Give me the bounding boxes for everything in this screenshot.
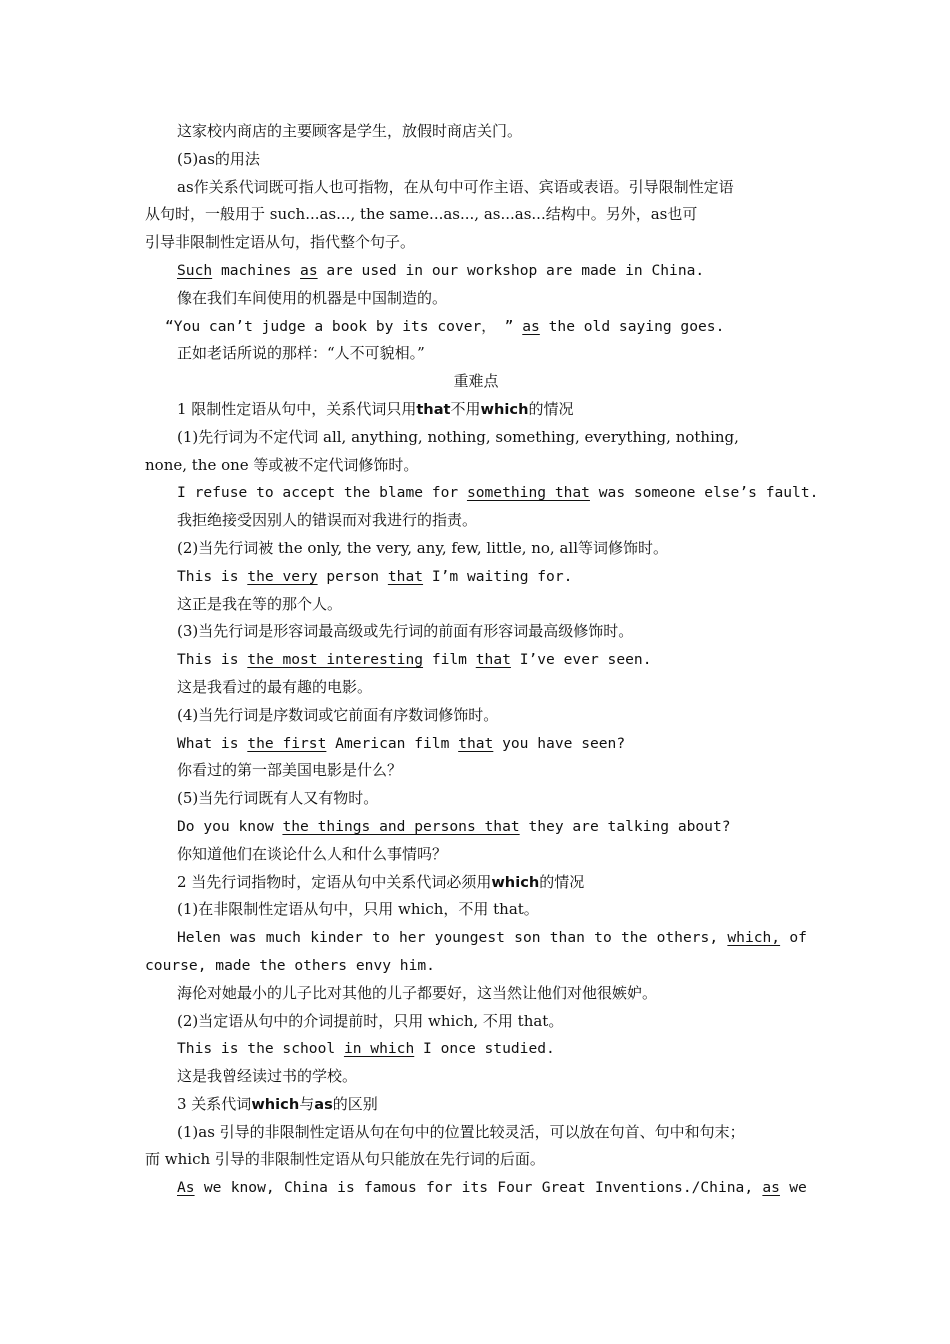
example-sentence: “You can’t judge a book by its cover， ” as the old saying goes.: [165, 317, 725, 335]
example-sentence: This is the school in which I once studied.: [177, 1040, 555, 1058]
paragraph-line: (1)在非限制性定语从句中，只用 which，不用 that。: [177, 900, 539, 919]
highlighted-word: the things and persons that: [282, 817, 520, 835]
translation-line: 海伦对她最小的儿子比对其他的儿子都要好，这当然让他们对他很嫉妒。: [177, 983, 658, 1002]
example-sentence: This is the most interesting film that I’ve ever seen.: [177, 651, 652, 669]
highlighted-word: as: [762, 1179, 780, 1197]
translation-line: 正如老话所说的那样：“人不可貌相。”: [177, 344, 425, 363]
highlighted-word: the first: [247, 734, 327, 752]
highlighted-word: which,: [727, 929, 781, 947]
highlighted-word: something that: [466, 484, 590, 502]
highlighted-word: as: [522, 317, 540, 335]
translation-line: 这正是我在等的那个人。: [177, 594, 343, 613]
example-sentence: Such machines as are used in our workshop are made in China.: [177, 261, 705, 279]
subsection-heading: 1 限制性定语从句中，关系代词只用that不用which的情况: [177, 399, 574, 418]
paragraph-line: 引导非限制性定语从句，指代整个句子。: [145, 233, 416, 252]
paragraph-line: (1)先行词为不定代词 all, anything, nothing, something, everything, nothing,: [177, 427, 739, 446]
translation-line: 你看过的第一部美国电影是什么？: [177, 761, 403, 780]
paragraph-line: (2)当定语从句中的介词提前时，只用 which, 不用 that。: [177, 1011, 564, 1030]
paragraph-line: (4)当先行词是序数词或它前面有序数词修饰时。: [177, 705, 499, 724]
example-sentence: Do you know the things and persons that they are talking about?: [177, 817, 731, 835]
paragraph-line: 而 which 引导的非限制性定语从句只能放在先行词的后面。: [145, 1150, 545, 1169]
paragraph-line: (5)当先行词既有人又有物时。: [177, 789, 379, 808]
translation-line: 这家校内商店的主要顾客是学生，放假时商店关门。: [177, 122, 523, 140]
translation-line: 像在我们车间使用的机器是中国制造的。: [177, 288, 448, 307]
highlighted-word: that: [475, 651, 511, 669]
translation-line: 这是我曾经读过书的学校。: [177, 1067, 358, 1086]
translation-line: 我拒绝接受因别人的错误而对我进行的指责。: [177, 511, 478, 530]
highlighted-word: the very: [247, 567, 318, 585]
highlighted-word: as: [300, 261, 318, 279]
highlighted-word: the most interesting: [247, 651, 424, 669]
section-heading: (5)as的用法: [177, 149, 260, 168]
paragraph-line: 从句时，一般用于 such...as..., the same...as..., as...as...结构中。另外，as也可: [145, 205, 698, 224]
example-sentence: As we know, China is famous for its Four Great Inventions./China, as we: [145, 1174, 807, 1202]
paragraph-line: (2)当先行词被 the only, the very, any, few, little, no, all等词修饰时。: [177, 538, 669, 557]
paragraph-line: (1)as 引导的非限制性定语从句在句中的位置比较灵活，可以放在句首、句中和句末；: [177, 1122, 745, 1141]
example-sentence: Helen was much kinder to her youngest son than to the others, which, of: [145, 924, 807, 952]
highlighted-word: Such: [177, 261, 213, 279]
paragraph-line: (3)当先行词是形容词最高级或先行词的前面有形容词最高级修饰时。: [177, 622, 634, 641]
document-page: [145, 118, 819, 1202]
example-sentence: This is the very person that I’m waiting for.: [177, 567, 573, 585]
highlighted-word: in which: [343, 1040, 415, 1058]
paragraph-line: as作关系代词既可指人也可指物，在从句中可作主语、宾语或表语。引导限制性定语: [177, 177, 734, 196]
highlighted-word: that: [458, 734, 494, 752]
subsection-heading: 2 当先行词指物时，定语从句中关系代词必须用which的情况: [177, 872, 585, 891]
translation-line: 这是我看过的最有趣的电影。: [177, 677, 373, 696]
highlighted-word: As: [177, 1179, 195, 1197]
example-sentence: I refuse to accept the blame for something that was someone else’s fault.: [177, 484, 819, 502]
highlighted-word: that: [387, 567, 424, 585]
subsection-heading: 3 关系代词which与as的区别: [177, 1094, 378, 1113]
section-title: 重难点: [453, 372, 499, 391]
example-sentence: What is the first American film that you have seen?: [177, 734, 626, 752]
example-sentence: course, made the others envy him.: [145, 956, 435, 974]
paragraph-line: none, the one 等或被不定代词修饰时。: [145, 455, 419, 474]
translation-line: 你知道他们在谈论什么人和什么事情吗？: [177, 844, 448, 863]
